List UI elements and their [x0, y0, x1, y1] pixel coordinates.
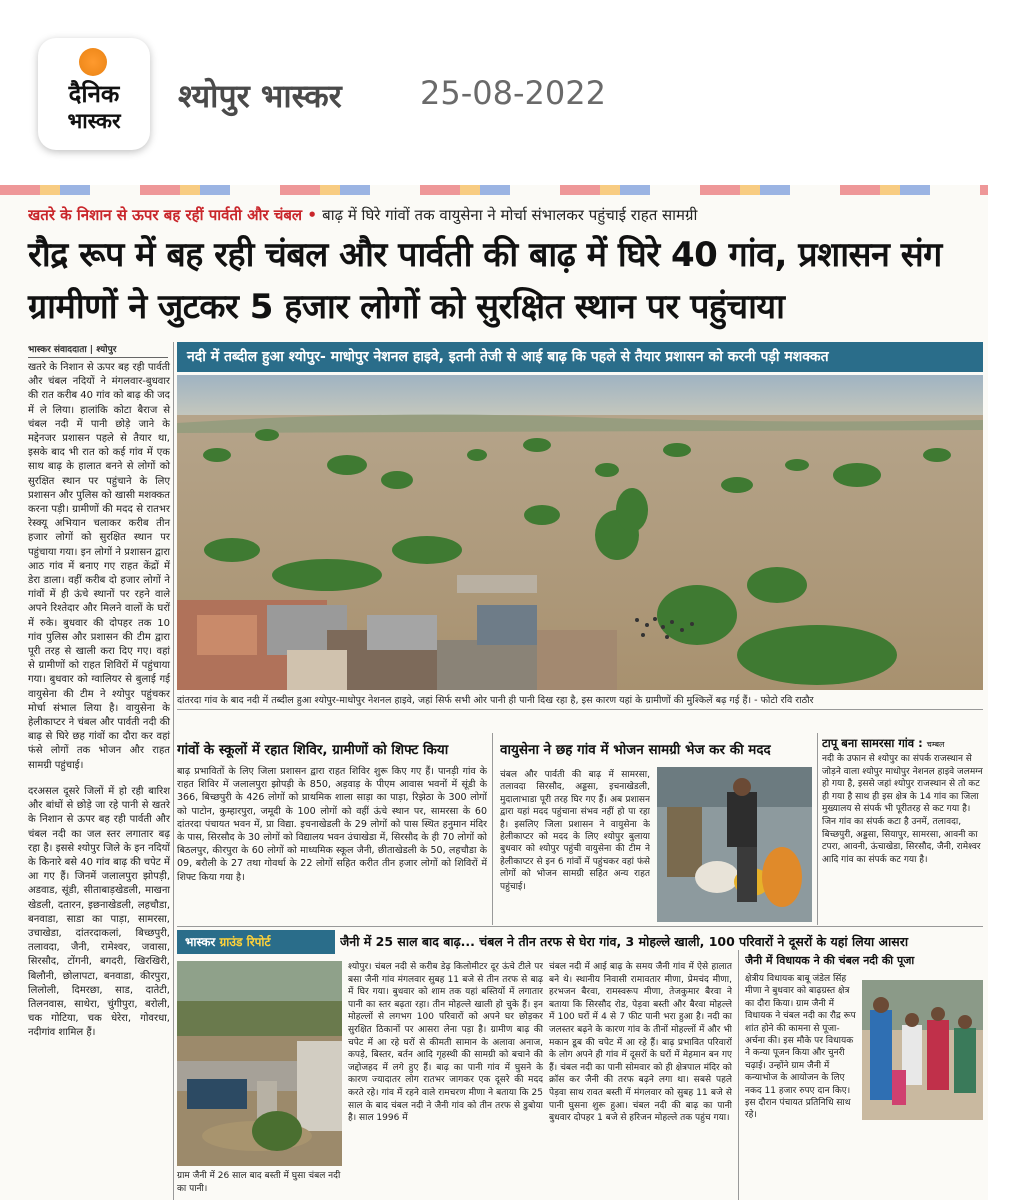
section-divider-2 [177, 926, 983, 927]
sec4-headline: जैनी में 25 साल बाद बाढ़... चंबल ने तीन तरफ से घेरा गांव, 3 मोहल्ले खाली, 100 परिवारों ने दूसरों के यहां लिया आसरा [340, 934, 909, 949]
logo-line1: दैनिक [68, 80, 120, 108]
sec3-tag: चम्बल [926, 740, 945, 749]
jaini-village-flood-photo [177, 961, 342, 1166]
airforce-relief-photo [657, 767, 812, 922]
app-header [0, 0, 1015, 185]
sec4-photo-caption: ग्राम जैनी में 26 साल बाद बस्ती में घुसा चंबल नदी का पानी। [177, 1171, 341, 1194]
column-divider [173, 342, 174, 1200]
photo-title-bar: नदी में तब्दील हुआ श्योपुर- माधोपुर नेशनल हाइवे, इतनी तेजी से आई बाढ़ कि पहले से तैयार प्रशासन को करनी पड़ी मशक्कत [177, 342, 983, 372]
report-tag-b: ग्राउंड रिपोर्ट [219, 935, 271, 949]
column-divider-2 [492, 733, 493, 925]
mla-river-puja-photo [862, 980, 983, 1120]
left-column-article [28, 361, 170, 1053]
sec3-title: टापू बना सामरसा गांव : [822, 736, 923, 750]
sec3-body: नदी के उफान से श्योपुर का संपर्क राजस्थान से जोड़ने वाला श्योपुर माधोपुर नेशनल हाइवे जलमग्न हो गया है, इससे जहां श्योपुर राजस्थान से तो कट ही गया है साथ ही इस क्षेत्र के 14 गांव का जिला मुख्यालय से संपर्क भी पूरीतरह से कट गया है। जिन गांव का संपर्क कटा है उनमें, तलावदा, बिच्छपुरी, अड्डसा, सियापुर, सामरसा, आवनी का टपरा, आवनी, ऊंचाखेडा, सिरसौद, जैनी, रामेश्वर आदि गांव का संपर्क कट गया है। [822, 754, 983, 865]
sec1-headline: गांवों के स्कूलों में रहात शिविर, ग्रामीणों को शिफ्ट किया [177, 742, 449, 758]
sec2-body: चंबल और पार्वती की बाढ़ में सामरसा, तलावदा सिरसौद, अड्डसा, इचनाखेडली, मुदालाभाडा पूरी तरह घिर गए हैं। अब प्रशासन द्वारा यहां मदद पहुंचाना संभव नहीं हो पा रहा है। इसलिए जिला प्रशासन ने वायुसेना के हेलीकाप्टर को मदद के लिए श्योपुर बुलाया बुधवार को श्योपुर पहुंची वायुसेना की टीम ने हेलीकाप्टर से इन 6 गांवों में पहुंचकर वहां फंसे लोगों को भोजन सामग्री सहित अन्य राहत पहुंचाई। [500, 770, 650, 892]
kicker-red: खतरे के निशान से ऊपर बह रहीं पार्वती और चंबल • [28, 206, 317, 224]
sun-icon [79, 48, 107, 76]
kicker-black: बाढ़ में घिरे गांवों तक वायुसेना ने मोर्चा संभालकर पहुंचाई राहत सामग्री [322, 206, 698, 224]
color-stripe [0, 185, 988, 195]
logo-line2: भास्कर [67, 109, 121, 133]
byline: भास्कर संवाददाता | श्योपुर [28, 342, 168, 358]
sec5-headline: जैनी में विधायक ने की चंबल नदी की पूजा [745, 954, 915, 967]
main-headline: रौद्र रूप में बह रही चंबल और पार्वती की बाढ़ में घिरे 40 गांव, प्रशासन संग ग्रामीणों ने जुटकर 5 हजार लोगों को सुरक्षित स्थान पर पहुंचाया [28, 235, 942, 327]
sec4-body-b: चंबल नदी में आई बाढ़ के समय जैनी गांव में ऐसे हालात बने थे। स्थानीय निवासी रामावतार मीणा, प्रेमचंद मीणा, हरभजन बैरवा, रामस्वरूप मीणा, तेजकुमार बैरवा ने बताया कि सिरसौद रोड, पेड़वा बस्ती और बैरवा मोहल्ले में 100 घरों में 4 से 7 फीट पानी भरा हुआ है। नदी का जलस्तर बढ़ने के कारण गांव के तीनों मोहल्लों में और भी मकान डूब की चपेट में आ रहे हैं। बाढ़ प्रभावित परिवारों के लोग अपने ही गांव में दूसरों के घरों में मेहमान बन गए हैं। चंबल नदी का पानी सोमवार को ही क्षेत्रपाल मंदिर को क्रॉस कर जैनी की तरफ बढ़ने लगा था। सबसे पहले पेड़वा साथ रावत बस्ती में मंगलवार को सुबह 11 बजे से पानी घुसना शुरू हुआ। चंबल नदी की बाढ़ का पानी बुधवार दोपहर 1 बजे से हरिजन मोहल्ले तक पहुंच गया। [549, 962, 732, 1124]
ground-report-tag [177, 930, 335, 954]
sec2-headline: वायुसेना ने छह गांव में भोजन सामग्री भेज कर की मदद [500, 742, 771, 758]
photo-caption: दांतरदा गांव के बाद नदी में तब्दील हुआ श्योपुर-माधोपुर नेशनल हाइवे, जहां सिर्फ सभी ओर पानी ही पानी दिख रहा है, इस कारण यहां के ग्रामीणों की मुश्किलें बढ़ गई हैं। - फोटो रवि राठौर [177, 695, 814, 706]
report-tag-a: भास्कर [185, 935, 216, 949]
left-col-paragraph-1: खतरे के निशान से ऊपर बह रही पार्वती और चंबल नदियों ने मंगलवार-बुधवार की रात करीब 40 गांव को बाढ़ की जद में ले लिया। हालांकि कोटा बैराज से चंबल नदी में पानी छोड़े जाने के मद्देनजर प्रशासन पहले से तैयार था, इसके बाद भी रात को कई गांव में एक साथ बाढ़ के हालात बनने से लोगों को सुरक्षित स्थान पर पहुंचाने के लिए प्रशासन और पुलिस को खासी मशक्कत करना पड़ी। ग्रामीणों की मदद से रातभर रेस्क्यू अभियान चलाकर करीब तीन हजार लोगों को सुरक्षित स्थान पर पहुंचाया गया। इन लोगों ने प्रशासन द्वारा आठ गांव में बनाए गए राहत केंद्रों में डेरा डाला। वहीं करीब दो हजार लोगों ने गांवों में ही ऊंचे स्थानों पर रहने वाले अपने रिश्तेदार और मिलने वालों के घरों में रुके। बुधवार की दोपहर तक 10 गांव पुलिस और प्रशासन की टीम द्वारा पूरी तरह से खाली करा दिए गए। वहां से ग्रामीणों को राहत शिविरों में पहुंचाया गया। बुधवार को ग्वालियर से बुलाई गई वायुसेना की टीम ने श्योपुर पहुंचकर मोर्चा संभाल लिया है। वायुसेना के हेलीकाप्टर ने चंबल और पार्वती नदी की बाढ़ से घिरे छह गांवों का दौरा कर वहां फंसे लोगों तक भोजन और राहत सामग्री पहुंचाई। [28, 362, 170, 771]
kicker [28, 205, 983, 225]
dainik-bhaskar-logo[interactable] [38, 38, 150, 150]
section-divider [177, 709, 983, 710]
sec5-body: क्षेत्रीय विधायक बाबू जंडेल सिंह मीणा ने बुधवार को बाढ़ग्रस्त क्षेत्र का दौरा किया। ग्राम जैनी में विधायक ने चंबल नदी का रौद्र रूप शांत होने की कामना से पूजा-अर्चना की। इस मौके पर विधायक ने कन्या पूजन किया और चुनरी चढ़ाई। उन्होंने ग्राम जैनी में कन्याभोज के आयोजन के लिए नकद 11 हजार रुपए दान किए। इस दौरान पंचायत प्रतिनिधि साथ रहे। [745, 974, 856, 1121]
column-divider-3 [817, 733, 818, 925]
sec4-body-a: श्योपुर। चंबल नदी से करीब डेढ़ किलोमीटर दूर ऊंचे टीले पर बसा जैनी गांव मंगलवार सुबह 11 बजे से तीन तरफ से बाढ़ में घिर गया। बुधवार को शाम तक यहां बस्तियों में लगातार पानी का स्तर बढ़ता रहा। तीन मोहल्ले खाली हो चुके हैं। इन मोहल्लों से लगभग 100 परिवारों को अपने घर छोड़कर सुरक्षित ठिकानों पर आसरा लेना पड़ा है। ग्रामीण बाढ़ की चपेट में आ रहे घरों से कीमती सामान के अलावा अनाज, कपड़े, बिस्तर, बर्तन आदि गृहस्थी की सामग्री को बचाने की जद्दोजहद में लगे हुए हैं। बाढ़ का पानी गांव में घुसने के कारण ज्यादातर लोग रातभर जागकर एक दूसरे की मदद करते रहे। गांव में रहने वाले रामचरण मीणा ने बताया कि 25 साल के बाद चंबल नदी ने जैनी गांव को तीन तरफ से डुबोया है। साल 1996 में [348, 962, 543, 1124]
edition-date: 25-08-2022 [420, 74, 606, 112]
left-col-paragraph-2: दरअसल दूसरे जिलों में हो रही बारिश और बांधों से छोड़े जा रहे पानी से खतरे के निशान से ऊपर बह रही पार्वती और चंबल नदी का जल स्तर लगातार बढ़ रहा है। इससे श्योपुर जिले के इन नदियों के किनारे बसे 40 गांव बाढ़ की चपेट में आ गए हैं। जिनमें जलालपुरा झोपड़ी, अडवाड, सूंडी, सीताबाड़खेडली, माखना खेडली, दतारन, इछनाखेडली, लहचौडा, बनवाडा, साडा का पाड़ा, सामरसा, उचाखेडा, दांतरदाकलां, बिच्छपुरी, तलावदा, जैनी, रामेश्वर, जवासा, सिरसौद, टोंगनी, बगदरी, खिरखिरी, बिलौनी, छोलापटा, बनवाडा, कीरपुरा, लिलोली, दिमरछा, साड, दातेटी, तिलनवास, साथेरा, चुंगीपुरा, बरोली, चक गोटिया, चक धेरेरा, गोवरधा, नदीगांव शामिल हैं। [28, 785, 170, 1039]
edition-title: श्योपुर भास्कर [178, 77, 342, 115]
sec3-headline [822, 736, 983, 751]
sec1-body: बाढ़ प्रभावितों के लिए जिला प्रशासन द्वारा राहत शिविर शुरू किए गए हैं। पानड़ी गांव के राहत शिविर में जलालपुरा झोपड़ी के 850, अड़वाड़ के पीएम आवास भवनों में सूंडी के 366, बिच्छपुरी के 426 लोगों को प्राथमिक शाला साड़ा का पाड़ा, रिझेठा के 300 लोगों को पाटोन, कुम्हारपुरा, जमूदी के 100 लोगों को वहीं ऊंचे स्थान पर, सामरसा के 60 दांतरदा पंचायत भवन में, प्रा विद्या. इचनाखेडली के 29 लोगों को पास स्थित हनुमान मंदिर के पास, सिरसौद के 30 लोगों को विद्यालय भवन उंचाखेडा में, सिरसौद के ही 70 लोगों को बिठलपुर, कीरपुरा के 60 लोगों को माध्यमिक स्कूल जैनी, छीताखेडली के 50, लहचौडा के 09, बरौली के 27 तथा गोवर्धा के 22 लोगों सहित करीत तीन हजार लोगों को शिविरों में शिफ्ट किया गया है। [177, 766, 487, 883]
flood-aerial-photo [177, 375, 983, 690]
column-divider-4 [738, 950, 739, 1200]
newspaper-page [0, 185, 988, 1200]
